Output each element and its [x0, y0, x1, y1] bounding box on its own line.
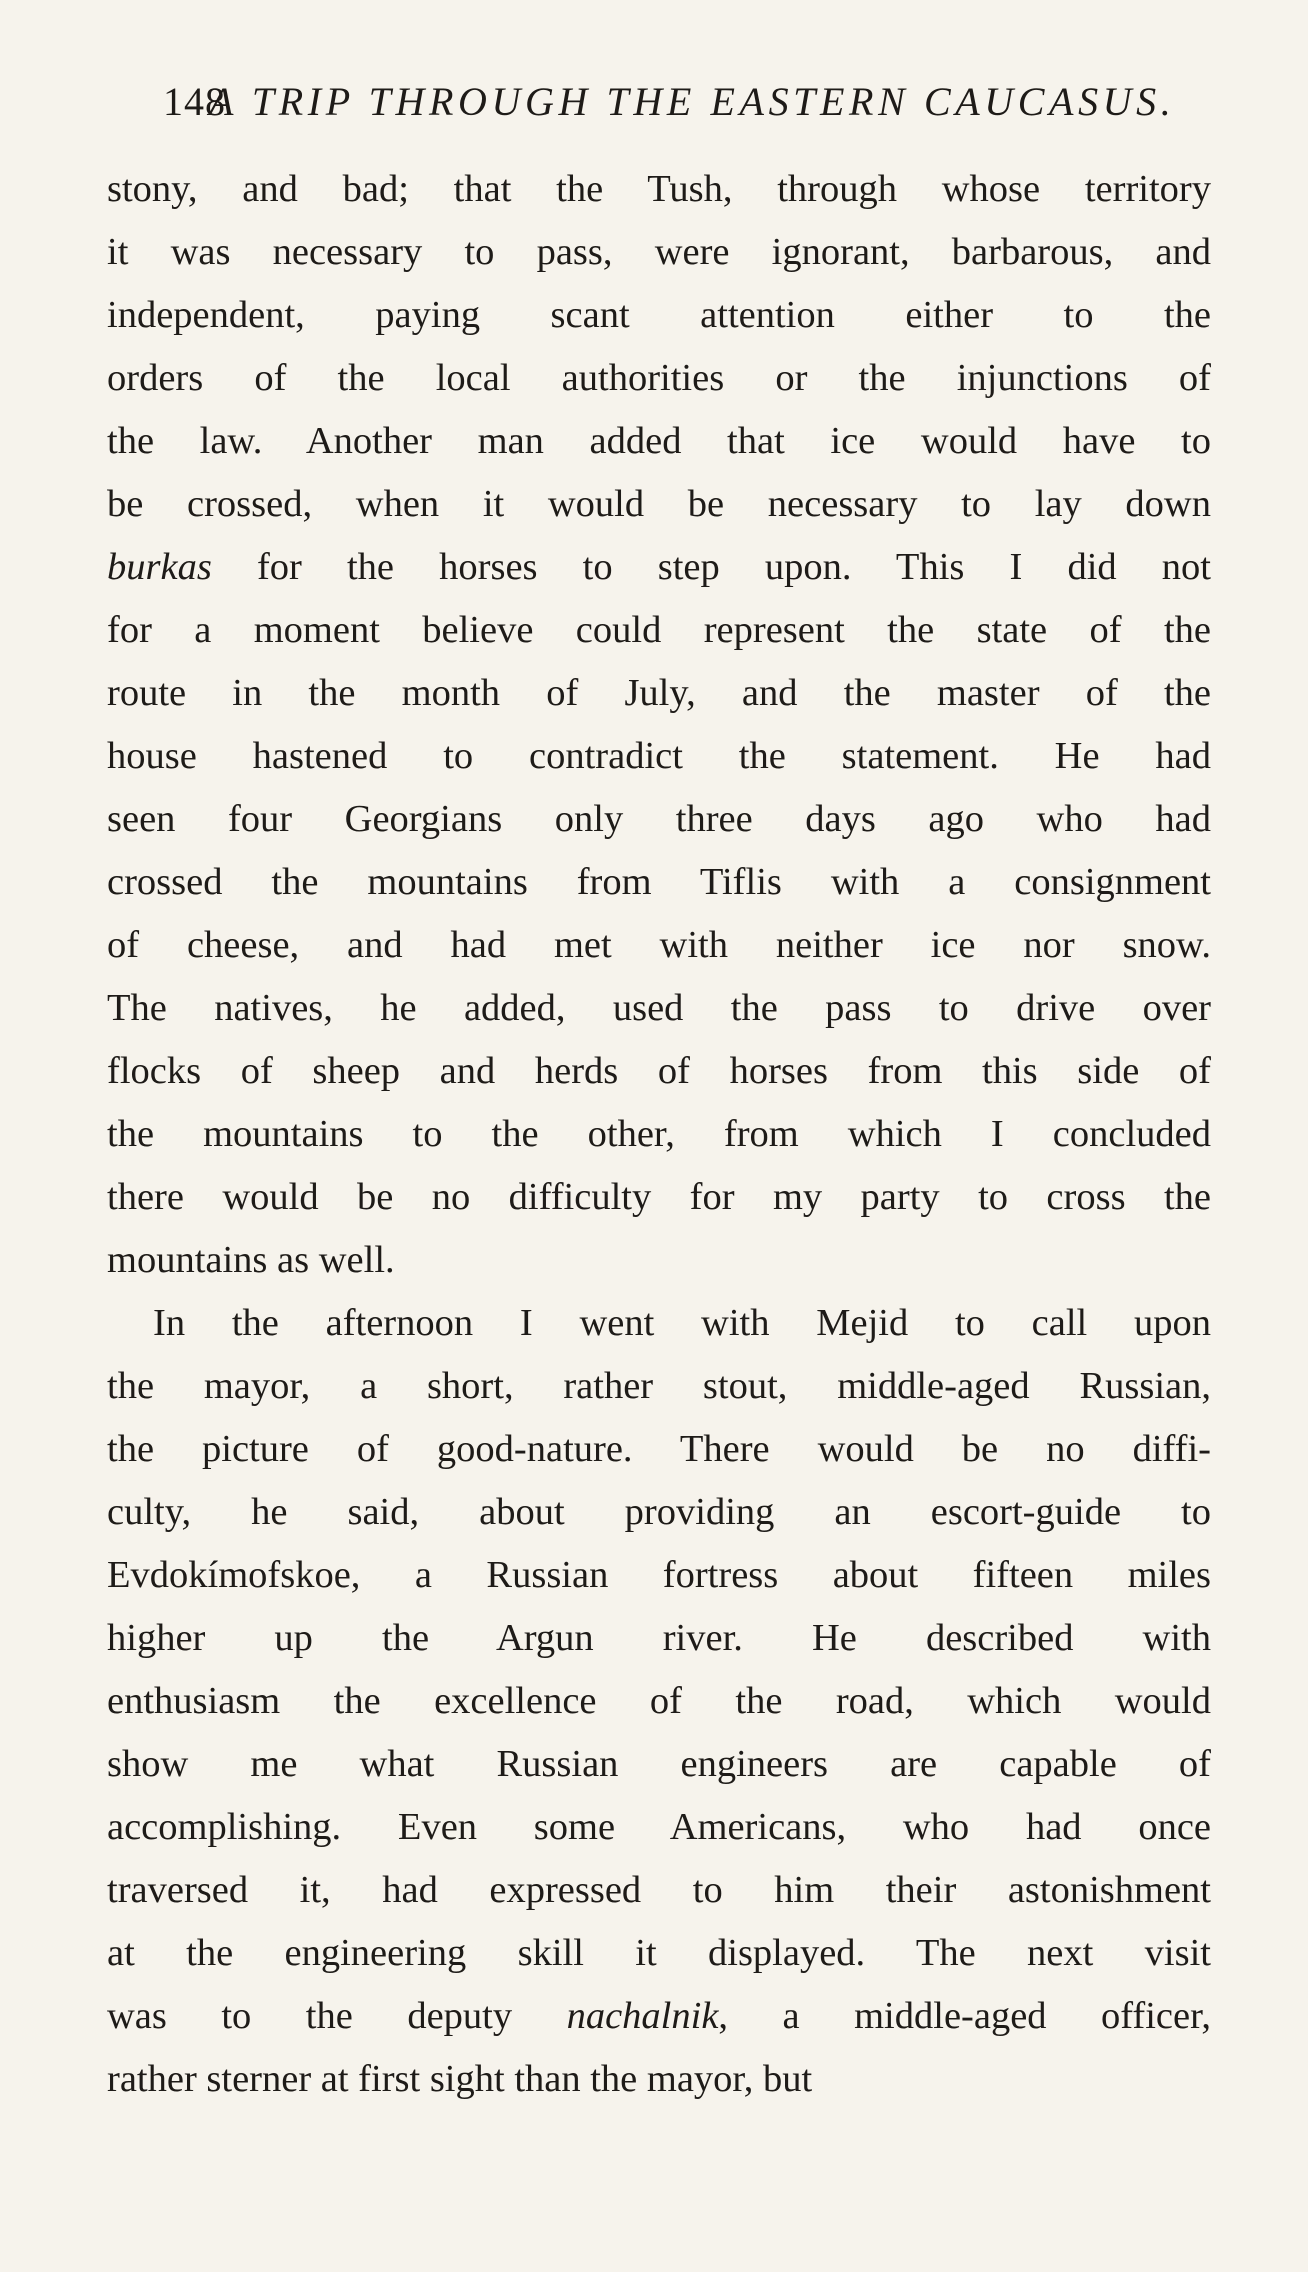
text-line	[107, 158, 1211, 221]
text-line	[107, 284, 1211, 347]
text-run: The natives, he added, used the pass to drive over	[107, 987, 1211, 1029]
body-text	[107, 158, 1211, 2111]
text-run: the picture of good-nature. There would be no diffi-	[107, 1428, 1211, 1470]
text-run: house hastened to contradict the statement. He had	[107, 735, 1211, 777]
text-run: , a middle-aged officer,	[718, 1995, 1211, 2037]
text-run: it was necessary to pass, were ignorant, barbarous, and	[107, 231, 1211, 273]
text-run: seen four Georgians only three days ago who had	[107, 798, 1211, 840]
text-run: show me what Russian engineers are capable of	[107, 1743, 1211, 1785]
text-line	[107, 1166, 1211, 1229]
text-line	[107, 662, 1211, 725]
text-line	[107, 1859, 1211, 1922]
text-line	[107, 1040, 1211, 1103]
text-line	[107, 1292, 1211, 1355]
running-title: A TRIP THROUGH THE EASTERN CAUCASUS.	[209, 79, 1176, 124]
text-run: traversed it, had expressed to him their astonishment	[107, 1869, 1211, 1911]
text-run: culty, he said, about providing an escort-guide to	[107, 1491, 1211, 1533]
text-line	[107, 599, 1211, 662]
text-run: Evdokímofskoe, a Russian fortress about fifteen miles	[107, 1554, 1211, 1596]
paragraph	[107, 1292, 1211, 2111]
text-line	[107, 1103, 1211, 1166]
text-run: stony, and bad; that the Tush, through whose territory	[107, 168, 1211, 210]
text-line	[107, 1670, 1211, 1733]
text-line	[107, 977, 1211, 1040]
text-run: enthusiasm the excellence of the road, which would	[107, 1680, 1211, 1722]
text-run: for a moment believe could represent the state of the	[107, 609, 1211, 651]
text-line	[107, 1229, 1211, 1292]
text-run: at the engineering skill it displayed. The next visit	[107, 1932, 1211, 1974]
text-run: rather sterner at first sight than the mayor, but	[107, 2058, 813, 2100]
text-run: be crossed, when it would be necessary to lay down	[107, 483, 1211, 525]
text-run: was to the deputy	[107, 1995, 567, 2037]
page-number: 148	[163, 79, 226, 124]
paragraph	[107, 158, 1211, 1292]
text-line	[107, 536, 1211, 599]
text-run: there would be no difficulty for my party to cross the	[107, 1176, 1211, 1218]
text-line	[107, 851, 1211, 914]
text-line	[107, 1733, 1211, 1796]
text-run: the mountains to the other, from which I concluded	[107, 1113, 1211, 1155]
text-run: of cheese, and had met with neither ice nor snow.	[107, 924, 1211, 966]
text-line	[107, 1418, 1211, 1481]
italic-word: nachalnik	[566, 1995, 719, 2037]
text-line	[107, 1544, 1211, 1607]
text-run: independent, paying scant attention either to the	[107, 294, 1211, 336]
text-line	[107, 788, 1211, 851]
text-line	[107, 1355, 1211, 1418]
text-run: the law. Another man added that ice would have to	[107, 420, 1211, 462]
text-line	[107, 1481, 1211, 1544]
text-line	[107, 2048, 1211, 2111]
text-line	[107, 1796, 1211, 1859]
text-run: the mayor, a short, rather stout, middle-aged Russian,	[107, 1365, 1211, 1407]
page-header	[163, 72, 1213, 132]
text-line	[107, 1607, 1211, 1670]
text-run: mountains as well.	[107, 1239, 395, 1281]
text-run: In the afternoon I went with Mejid to call upon	[153, 1302, 1211, 1344]
text-run: flocks of sheep and herds of horses from this side of	[107, 1050, 1211, 1092]
text-run: orders of the local authorities or the injunctions of	[107, 357, 1211, 399]
italic-word: burkas	[107, 546, 212, 588]
text-line	[107, 1985, 1211, 2048]
text-line	[107, 725, 1211, 788]
text-line	[107, 914, 1211, 977]
text-line	[107, 347, 1211, 410]
text-line	[107, 221, 1211, 284]
text-line	[107, 410, 1211, 473]
text-run: accomplishing. Even some Americans, who had once	[107, 1806, 1211, 1848]
text-run: crossed the mountains from Tiflis with a consignment	[107, 861, 1211, 903]
text-line	[107, 473, 1211, 536]
text-run: higher up the Argun river. He described with	[107, 1617, 1211, 1659]
text-line	[107, 1922, 1211, 1985]
text-run: for the horses to step upon. This I did not	[211, 546, 1211, 588]
text-run: route in the month of July, and the master of the	[107, 672, 1211, 714]
